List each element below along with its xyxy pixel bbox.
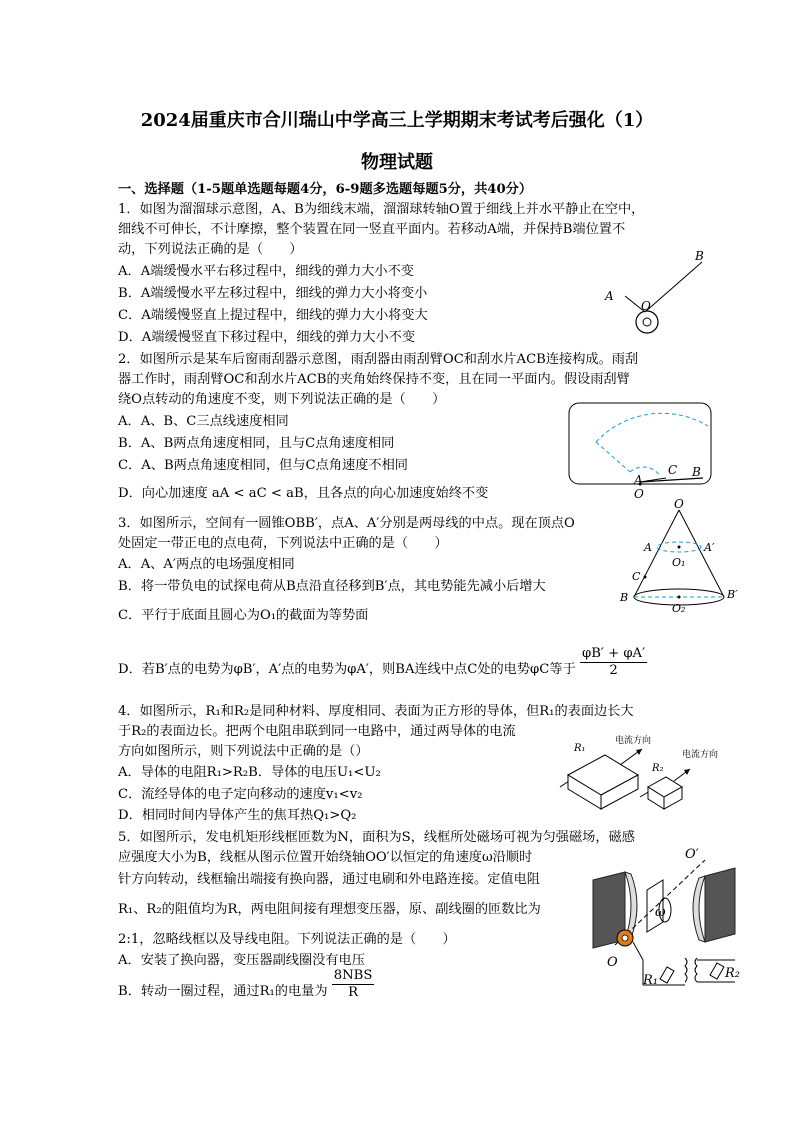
q1-yoyo-figure xyxy=(595,249,715,347)
q4-line: 方向如图所示，则下列说法中正确的是（） xyxy=(118,744,369,759)
q2-fig-label-a: A xyxy=(634,473,643,487)
q1-option-b[interactable]: B．A端缓慢水平左移过程中，细线的弹力大小将变小 xyxy=(118,286,428,301)
q4-fig-label-r1: R₁ xyxy=(574,743,586,754)
q5-fig-label-r2: R₂ xyxy=(725,966,740,981)
q2-line: 绕O点转动的角速度不变，则下列说法正确的是（ ） xyxy=(118,392,446,407)
q3-line: 3．如图所示，空间有一圆锥OBB′，点A、A′分别是两母线的中点。现在顶点O xyxy=(118,516,575,531)
q5-line: 应强度大小为B，线框从图示位置开始绕轴OO′以恒定的角速度ω沿顺时 xyxy=(118,850,533,865)
q1-fig-label-a: A xyxy=(605,289,614,303)
q4-fig-dir1: 电流方向 xyxy=(615,736,652,746)
q3-option-c[interactable]: C．平行于底面且圆心为O₁的截面为等势面 xyxy=(118,608,369,623)
q2-option-a[interactable]: A．A、B、C三点线速度相同 xyxy=(118,414,289,429)
q5-option-b-text: B．转动一圈过程，通过R₁的电量为 xyxy=(118,984,328,999)
q2-fig-label-b: B xyxy=(692,465,701,479)
q2-wiper-figure xyxy=(568,402,712,502)
q4-option-c[interactable]: C．流经导体的电子定向移动的速度v₁<v₂ xyxy=(118,787,363,802)
q1-line: 细线不可伸长，不计摩擦，整个装置在同一竖直平面内。若移动A端，并保持B端位置不 xyxy=(118,222,626,237)
q2-line: 器工作时，雨刮臂OC和刮水片ACB的夹角始终保持不变，且在同一平面内。假设雨刮臂 xyxy=(118,372,630,387)
q2-fig-label-o: O xyxy=(634,487,644,501)
q2-option-d[interactable]: D．向心加速度 aA < aC < aB，且各点的向心加速度始终不变 xyxy=(118,486,489,501)
exam-title: 2024届重庆市合川瑞山中学高三上学期期末考试考后强化（1） xyxy=(140,110,654,131)
q2-fig-label-c: C xyxy=(668,463,678,477)
q5-option-b[interactable] xyxy=(118,968,374,1002)
q5-generator-figure xyxy=(585,847,775,1000)
q2-line: 2．如图所示是某车后窗雨刮器示意图，雨刮器由雨刮臂OC和刮水片ACB连接构成。雨刮 xyxy=(118,352,639,367)
q4-line: 4．如图所示，R₁和R₂是同种材料、厚度相同、表面为正方形的导体，但R₁的表面边长大 xyxy=(118,704,634,719)
q1-line: 动，下列说法正确的是（ ） xyxy=(118,242,303,257)
q2-option-c[interactable]: C．A、B两点角速度相同，但与C点角速度不相同 xyxy=(118,458,408,473)
q1-option-d[interactable]: D．A端缓慢竖直下移过程中，细线的弹力大小不变 xyxy=(118,330,416,345)
q4-fig-label-r2: R₂ xyxy=(652,763,664,774)
q5-fraction-num: 8NBS xyxy=(333,968,373,983)
q3-fig-label-a: A xyxy=(644,541,652,554)
q5-fig-label-omega: ω xyxy=(655,905,666,920)
q5-fraction xyxy=(332,968,375,1001)
section-heading: 一、选择题（1-5题单选题每题4分，6-9题多选题每题5分，共40分） xyxy=(118,182,533,197)
q1-fig-label-o: O xyxy=(641,299,651,313)
q3-fig-label-a2: A′ xyxy=(704,541,715,554)
q5-fig-label-r1: R₁ xyxy=(643,973,658,988)
exam-subtitle: 物理试题 xyxy=(361,152,433,173)
q4-option-d[interactable]: D．相同时间内导体产生的焦耳热Q₁>Q₂ xyxy=(118,808,357,823)
q5-fig-label-o2: O′ xyxy=(685,847,699,862)
q3-fig-label-o1: O₁ xyxy=(672,556,686,569)
q3-fig-label-b: B xyxy=(620,591,629,604)
q4-option-ab[interactable]: A．导体的电阻R₁>R₂B．导体的电压U₁<U₂ xyxy=(118,765,381,780)
q3-fraction xyxy=(580,646,647,679)
q3-fig-label-b2: B′ xyxy=(727,588,738,601)
q3-fraction-num: φB′ + φA′ xyxy=(581,646,646,661)
q5-line: 针方向转动，线框输出端接有换向器，通过电刷和外电路连接。定值电阻 xyxy=(118,872,540,887)
q1-fig-label-b: B xyxy=(695,249,704,263)
q3-fig-label-o2: O₂ xyxy=(672,602,686,615)
q4-fig-dir2: 电流方向 xyxy=(682,750,719,760)
q1-line: 1．如图为溜溜球示意图，A、B为细线末端，溜溜球转轴O置于细线上并水平静止在空中， xyxy=(118,202,645,217)
q1-option-a[interactable]: A．A端缓慢水平右移过程中，细线的弹力大小不变 xyxy=(118,264,414,279)
q3-option-a[interactable]: A．A、A′两点的电场强度相同 xyxy=(118,557,295,572)
q5-fraction-den: R xyxy=(348,985,359,1000)
q3-line: 处固定一带正电的点电荷，下列说法中正确的是（ ） xyxy=(118,536,448,551)
q2-option-b[interactable]: B．A、B两点角速度相同，且与C点角速度相同 xyxy=(118,436,395,451)
q5-option-a[interactable]: A．安装了换向器，变压器副线圈没有电压 xyxy=(118,953,365,968)
q3-option-d-text: D．若B′点的电势为φB′，A′点的电势为φA′，则BA连线中点C处的电势φC等于 xyxy=(118,662,576,677)
q3-fraction-den: 2 xyxy=(609,663,618,678)
q3-fig-label-c: C xyxy=(632,570,641,583)
q4-resistor-figure xyxy=(560,727,735,822)
q3-cone-figure xyxy=(612,497,762,615)
q4-line: 于R₂的表面边长。把两个电阻串联到同一电路中，通过两导体的电流 xyxy=(118,724,516,739)
q5-line: 2:1，忽略线框以及导线电阻。下列说法正确的是（ ） xyxy=(118,932,456,947)
q3-fig-label-o: O xyxy=(674,497,684,511)
q1-option-c[interactable]: C．A端缓慢竖直上提过程中，细线的弹力大小将变大 xyxy=(118,308,428,323)
q5-fig-label-o: O xyxy=(607,955,618,970)
q5-line: 5．如图所示，发电机矩形线框匝数为N，面积为S，线框所处磁场可视为匀强磁场，磁感 xyxy=(118,830,635,845)
q5-line: R₁、R₂的阻值均为R，两电阻间接有理想变压器，原、副线圈的匝数比为 xyxy=(118,902,541,917)
q3-option-b[interactable]: B．将一带负电的试探电荷从B点沿直径移到B′点，其电势能先减小后增大 xyxy=(118,579,546,594)
